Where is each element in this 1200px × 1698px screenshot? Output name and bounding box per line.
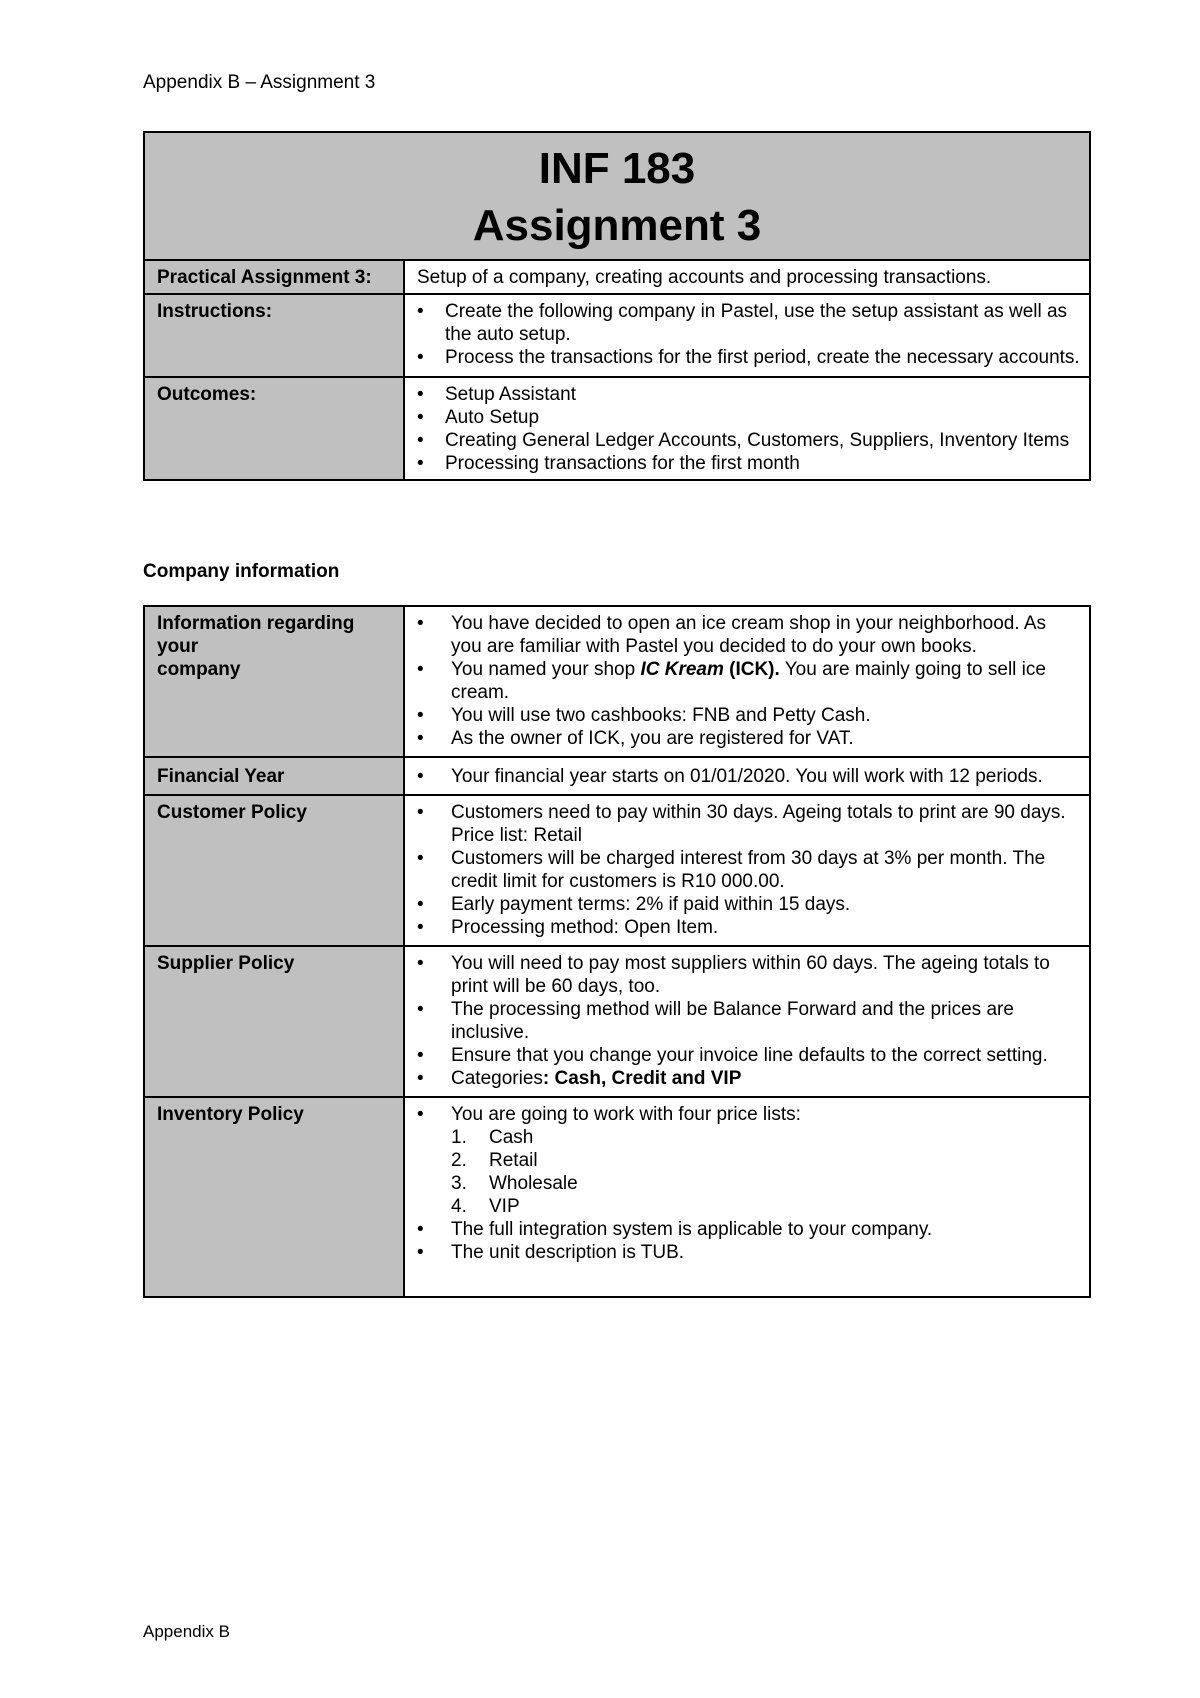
outcomes-row [144, 377, 1090, 480]
list-item: • Processing method: Open Item. [417, 916, 1081, 939]
company-info-label [144, 606, 404, 757]
label-line: Information regarding [157, 613, 355, 634]
item-number: 1. [451, 1127, 467, 1148]
company-info-list [417, 612, 1081, 750]
text-run: You named your shop [451, 659, 641, 680]
list-item: • Create the following company in Pastel, use the setup assistant as well as the auto setup. [417, 300, 1081, 346]
price-list-item [451, 1172, 1081, 1195]
item-name: Retail [489, 1150, 538, 1171]
price-list-item [451, 1126, 1081, 1149]
title-row [144, 132, 1090, 260]
customer-policy-list [417, 801, 1081, 939]
inventory-policy-label: Inventory Policy [144, 1097, 404, 1297]
assignment-title [144, 132, 1090, 260]
practical-label: Practical Assignment 3: [144, 260, 404, 294]
outcomes-label: Outcomes: [144, 377, 404, 480]
practical-value: Setup of a company, creating accounts and processing transactions. [404, 260, 1090, 294]
text-run: You are mainly going to sell ice cream. [451, 659, 1046, 703]
list-item: • Auto Setup [417, 406, 1081, 429]
list-item: • Creating General Ledger Accounts, Customers, Suppliers, Inventory Items [417, 429, 1081, 452]
list-item [417, 1103, 1081, 1218]
practical-row [144, 260, 1090, 294]
list-item: • Processing transactions for the first month [417, 452, 1081, 475]
supplier-policy-list [417, 952, 1081, 1090]
list-item: • Your financial year starts on 01/01/2020. You will work with 12 periods. [417, 765, 1081, 788]
inventory-policy-value [404, 1097, 1090, 1297]
list-item: • The full integration system is applicable to your company. [417, 1218, 1081, 1241]
shop-abbreviation: (ICK). [723, 659, 780, 680]
list-item: • Customers will be charged interest from 30 days at 3% per month. The credit limit for customers is R10 000.00. [417, 847, 1081, 893]
running-header: Appendix B – Assignment 3 [143, 72, 376, 93]
shop-name: IC Kream [640, 659, 724, 680]
list-item: • Ensure that you change your invoice line defaults to the correct setting. [417, 1044, 1081, 1067]
list-item [417, 658, 1081, 704]
instructions-value [404, 294, 1090, 377]
list-item: • You will use two cashbooks: FNB and Petty Cash. [417, 704, 1081, 727]
customer-policy-value [404, 795, 1090, 946]
list-item: • As the owner of ICK, you are registered for VAT. [417, 727, 1081, 750]
financial-year-list [417, 765, 1081, 788]
list-item [417, 1067, 1081, 1090]
supplier-policy-value [404, 946, 1090, 1097]
instructions-label: Instructions: [144, 294, 404, 377]
list-item: • Setup Assistant [417, 383, 1081, 406]
instructions-list [417, 300, 1081, 369]
customer-policy-row [144, 795, 1090, 946]
price-list-item [451, 1195, 1081, 1218]
list-item: • You will need to pay most suppliers within 60 days. The ageing totals to print will be 60 days, too. [417, 952, 1081, 998]
inventory-policy-list [417, 1103, 1081, 1264]
supplier-policy-row [144, 946, 1090, 1097]
item-number: 3. [451, 1173, 467, 1194]
assignment-overview-table [143, 131, 1091, 481]
price-lists [451, 1126, 1081, 1218]
text-run: Categories [451, 1068, 543, 1089]
inventory-policy-row [144, 1097, 1090, 1297]
price-list-item [451, 1149, 1081, 1172]
item-number: 4. [451, 1196, 467, 1217]
running-footer: Appendix B [143, 1622, 230, 1641]
company-information-table [143, 605, 1091, 1298]
financial-year-value [404, 757, 1090, 795]
company-info-row [144, 606, 1090, 757]
price-lists-intro: • You are going to work with four price lists: [451, 1104, 801, 1125]
company-info-value [404, 606, 1090, 757]
financial-year-row [144, 757, 1090, 795]
label-line: your [157, 636, 199, 657]
list-item: • You have decided to open an ice cream shop in your neighborhood. As you are familiar with Pastel you decided to do your own books. [417, 612, 1081, 658]
item-name: VIP [489, 1196, 520, 1217]
categories-value: : Cash, Credit and VIP [542, 1068, 742, 1089]
assignment-name: Assignment 3 [472, 201, 762, 250]
financial-year-label: Financial Year [144, 757, 404, 795]
list-item: • The processing method will be Balance Forward and the prices are inclusive. [417, 998, 1081, 1044]
item-name: Wholesale [489, 1173, 578, 1194]
instructions-row [144, 294, 1090, 377]
section-heading: Company information [143, 561, 340, 582]
customer-policy-label: Customer Policy [144, 795, 404, 946]
list-item: • Process the transactions for the first period, create the necessary accounts. [417, 346, 1081, 369]
label-line: company [157, 659, 241, 680]
outcomes-list [417, 383, 1081, 475]
list-item: • The unit description is TUB. [417, 1241, 1081, 1264]
list-item: • Customers need to pay within 30 days. Ageing totals to print are 90 days. Price list: Retail [417, 801, 1081, 847]
supplier-policy-label: Supplier Policy [144, 946, 404, 1097]
outcomes-value [404, 377, 1090, 480]
list-item: • Early payment terms: 2% if paid within 15 days. [417, 893, 1081, 916]
course-code: INF 183 [538, 144, 696, 193]
item-name: Cash [489, 1127, 534, 1148]
item-number: 2. [451, 1150, 467, 1171]
